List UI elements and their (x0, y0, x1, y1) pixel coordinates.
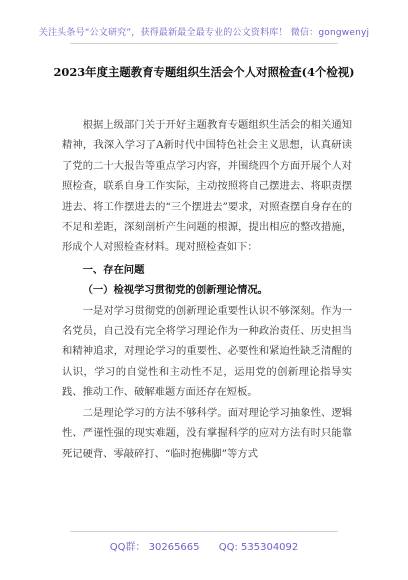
body-paragraph: 一是对学习贯彻党的创新理论重要性认识不够深刻。作为一名党员，自己没有完全将学习理论作为一种政治责任、历史担当和精神追求，对理论学习的重要性、必要性和紧迫性缺乏清醒的认识，学习的自觉性和主动性不足，运用党的创新理论指导实践、推动工作、破解难题方面还存在短板。 (62, 304, 352, 399)
header-divider (70, 43, 338, 44)
subsection-heading: （一）检视学习贯彻党的创新理论情况。 (82, 284, 268, 297)
document-title: 2023年度主题教育专题组织生活会个人对照检查(4个检视) (53, 65, 355, 79)
footer-divider (70, 531, 338, 532)
footer (0, 538, 408, 553)
header-note: 关注头条号“公文研究”，获得最新最全最专业的公文资料库！ 微信：gongwenyj (38, 28, 370, 38)
section-heading: 一、存在问题 (82, 263, 145, 276)
document-body (62, 115, 352, 464)
body-paragraph: 二是理论学习的方法不够科学。面对理论学习抽象性、逻辑性、严谨性强的现实难题，没有掌握科学的应对方法有时只能靠死记硬背、零敲碎打、“临时抱佛脚”等方式 (62, 406, 352, 460)
footer-qq-group: QQ群： 30265665 (109, 542, 200, 553)
footer-qq-number: QQ: 535304092 (218, 542, 299, 553)
intro-paragraph: 根据上级部门关于开好主题教育专题组织生活会的相关通知精神，我深入学习了A新时代中国特色社会主义思想，认真研读了党的二十大报告等重点学习内容，并围绕四个方面开展个人对照检查，联系自身工作实际，主动按照将自己摆进去、将职责摆进去、将工作摆进去的“三个摆进去”要求，对照查摆自身存在的不足和差距，深刻剖析产生问题的根源，提出相应的整改措施，形成个人对照检查材料。现对照检查如下： (62, 119, 352, 254)
